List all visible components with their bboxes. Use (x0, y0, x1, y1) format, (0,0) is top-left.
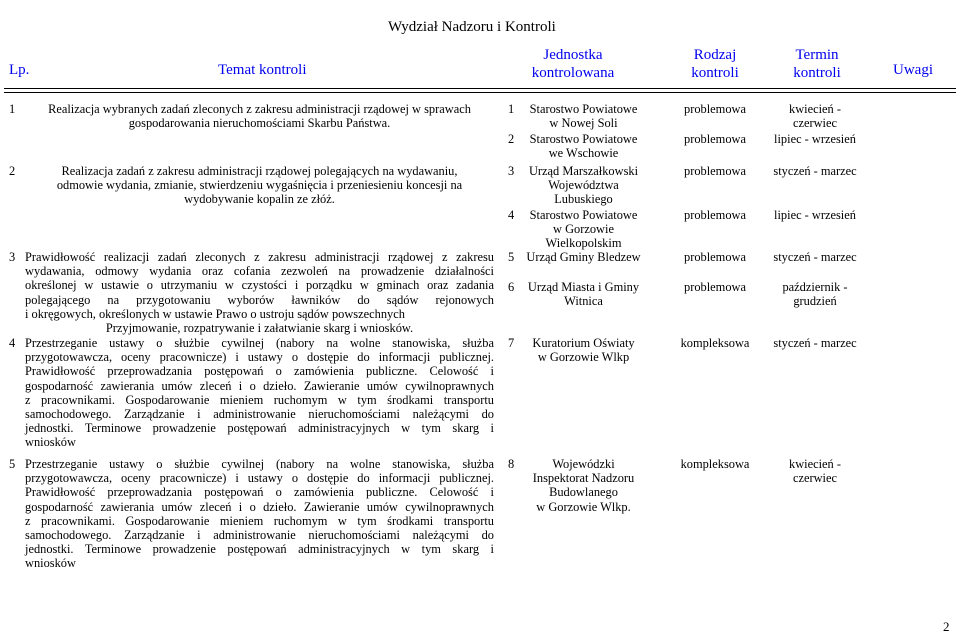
control-term (758, 336, 872, 350)
term-line: czerwiec (792, 116, 837, 131)
control-type: kompleksowa (680, 336, 750, 350)
topic-line: Przestrzeganie ustawy o służbie cywilnej (nabory na wolne stanowiska, służba (25, 336, 494, 350)
unit-line: w Gorzowie Wlkp (537, 350, 630, 365)
term-line: kwiecień - (789, 102, 841, 116)
topic-line: przygotowawcza, oceny pracownicze) i ustawy o dostępie do informacji publicznej. (25, 350, 494, 365)
column-header-termin-line: Termin (795, 47, 839, 63)
unit-name (525, 102, 642, 130)
column-header-temat: Temat kontroli (218, 62, 307, 78)
unit-name (525, 280, 642, 308)
unit-line: Starostwo Powiatowe (529, 102, 638, 116)
topic-line: z pracownikami. Gospodarowanie mieniem ruchomym w tym środkami transportu (25, 513, 494, 528)
unit-line: Budowlanego (549, 485, 618, 500)
topic-line: Prawidłowość przeprowadzania postępowań o zamówienia publiczne. Celowość i (25, 364, 494, 379)
unit-line: we Wschowie (548, 146, 619, 161)
topic-line: samochodowego. Zarządzanie i administrowanie nieruchomościami należącymi do (25, 528, 494, 543)
topic-line: jednostki. Terminowe prowadzenie postępowań administracyjnych w tym skarg i (25, 542, 494, 557)
control-term (758, 280, 872, 308)
unit-line: Starostwo Powiatowe (529, 208, 638, 222)
unit-line: Urząd Marszałkowski (528, 164, 639, 178)
term-line: czerwiec (792, 471, 837, 486)
unit-name (525, 132, 642, 160)
unit-name (525, 457, 642, 514)
unit-line: Lubuskiego (554, 192, 613, 207)
topic-line: Prawidłowość przeprowadzania postępowań o zamówienia publiczne. Celowość i (25, 485, 494, 500)
unit-name (525, 208, 642, 251)
unit-name (525, 250, 642, 264)
unit-line: Wielkopolskim (545, 236, 622, 251)
unit-line: Urząd Gminy Bledzew (526, 250, 641, 264)
topic-line: Przestrzeganie ustawy o służbie cywilnej (nabory na wolne stanowiska, służba (25, 457, 494, 471)
unit-line: w Nowej Soli (549, 116, 618, 131)
page-number: 2 (943, 619, 950, 634)
topic-text (25, 457, 494, 571)
topic-number: 5 (9, 457, 16, 471)
topic-line: samochodowego. Zarządzanie i administrowanie nieruchomościami należącymi do (25, 407, 494, 422)
topic-line: przygotowawcza, oceny pracownicze) i ustawy o dostępie do informacji publicznej. (25, 471, 494, 486)
column-header-rodzaj (672, 46, 758, 82)
unit-line: w Gorzowie Wlkp. (536, 499, 631, 514)
control-term (758, 457, 872, 485)
unit-line: Wojewódzki (552, 457, 615, 471)
unit-line: Województwa (548, 178, 619, 193)
unit-line: Kuratorium Oświaty (532, 336, 635, 350)
term-line: kwiecień - (789, 457, 841, 471)
term-line: styczeń - marzec (773, 250, 857, 264)
unit-line: w Gorzowie (553, 222, 614, 237)
topic-line: odmowie wydania, zmianie, stwierdzeniu wygaśnięcia i przeniesieniu koncesji na (56, 178, 463, 193)
unit-name (525, 336, 642, 364)
control-type: problemowa (684, 208, 746, 222)
column-header-lp: Lp. (9, 62, 30, 78)
header-rule-top (4, 88, 956, 89)
control-type: problemowa (684, 250, 746, 264)
control-type: problemowa (684, 164, 746, 178)
term-line: styczeń - marzec (773, 336, 857, 350)
topic-number: 3 (9, 250, 16, 264)
topic-line: Przyjmowanie, rozpatrywanie i załatwianie skarg i wniosków. (105, 321, 414, 336)
column-header-jednostka-line: Jednostka (543, 47, 603, 63)
term-line: październik - (782, 280, 848, 294)
control-type: problemowa (684, 280, 746, 294)
column-header-termin-line: kontroli (793, 65, 841, 81)
unit-number: 7 (508, 336, 515, 350)
term-line: styczeń - marzec (773, 164, 857, 178)
control-term (758, 102, 872, 130)
department-title: Wydział Nadzoru i Kontroli (388, 19, 556, 35)
topic-line: Prawidłowość realizacji zadań zleconych z zakresu administracji rządowej z zakresu (25, 250, 494, 264)
topic-line: jednostki. Terminowe prowadzenie postępowań administracyjnych w tym skarg i (25, 421, 494, 436)
control-type: problemowa (684, 102, 746, 116)
topic-line: wniosków (25, 556, 76, 571)
topic-line: gospodarowania nieruchomościami Skarbu Państwa. (128, 116, 391, 131)
column-header-termin (772, 46, 862, 82)
topic-line: wydobywanie kopalin ze złóż. (184, 192, 335, 207)
column-header-jednostka-line: kontrolowana (531, 65, 615, 81)
unit-number: 4 (508, 208, 515, 222)
topic-text (25, 164, 494, 207)
topic-line: i okręgowych, określonych w ustawie Prawo o ustroju sądów powszechnych (25, 306, 405, 321)
unit-line: Witnica (564, 294, 603, 309)
topic-line: gospodarność zawierania umów zleceń i o dzieło. Zawieranie umów cywilnoprawnych (25, 499, 494, 514)
control-type: problemowa (684, 132, 746, 146)
unit-number: 1 (508, 102, 515, 116)
unit-number: 6 (508, 280, 515, 294)
topic-text (25, 336, 494, 450)
unit-number: 3 (508, 164, 515, 178)
column-header-rodzaj-line: kontroli (691, 65, 739, 81)
control-term (758, 132, 872, 146)
topic-line: polegającego na przygotowaniu wyborów ławników do sądów rejonowych (25, 292, 494, 307)
control-term (758, 208, 872, 222)
unit-line: Inspektorat Nadzoru (532, 471, 635, 486)
unit-name (525, 164, 642, 207)
control-term (758, 164, 872, 178)
topic-number: 2 (9, 164, 16, 178)
topic-text (25, 102, 494, 130)
unit-number: 2 (508, 132, 515, 146)
column-header-uwagi: Uwagi (893, 62, 933, 78)
header-rule-bottom (4, 92, 956, 93)
term-line: lipiec - wrzesień (774, 132, 856, 146)
topic-line: wydawania, odmowy wydania oraz cofania zezwoleń na prowadzenie działalności (25, 264, 494, 279)
topic-line: Realizacja wybranych zadań zleconych z zakresu administracji rządowej w sprawach (48, 102, 471, 116)
topic-line: wniosków (25, 435, 76, 450)
topic-line: Realizacja zadań z zakresu administracji rządowej polegających na wydawaniu, (61, 164, 458, 178)
unit-number: 5 (508, 250, 515, 264)
topic-line: określonej w ustawie o utrzymaniu w czystości i porządku w gminach oraz zadania (25, 278, 494, 293)
term-line: lipiec - wrzesień (774, 208, 856, 222)
unit-number: 8 (508, 457, 515, 471)
topic-line: gospodarność zawierania umów zleceń i o dzieło. Zawieranie umów cywilnoprawnych (25, 378, 494, 393)
unit-line: Starostwo Powiatowe (529, 132, 638, 146)
topic-number: 4 (9, 336, 16, 350)
control-type: kompleksowa (680, 457, 750, 471)
column-header-rodzaj-line: Rodzaj (693, 47, 737, 63)
topic-line: z pracownikami. Gospodarowanie mieniem ruchomym w tym środkami transportu (25, 392, 494, 407)
term-line: grudzień (793, 294, 837, 309)
column-header-jednostka (508, 46, 638, 82)
unit-line: Urząd Miasta i Gminy (527, 280, 640, 294)
topic-text (25, 250, 494, 335)
control-term (758, 250, 872, 264)
topic-number: 1 (9, 102, 16, 116)
